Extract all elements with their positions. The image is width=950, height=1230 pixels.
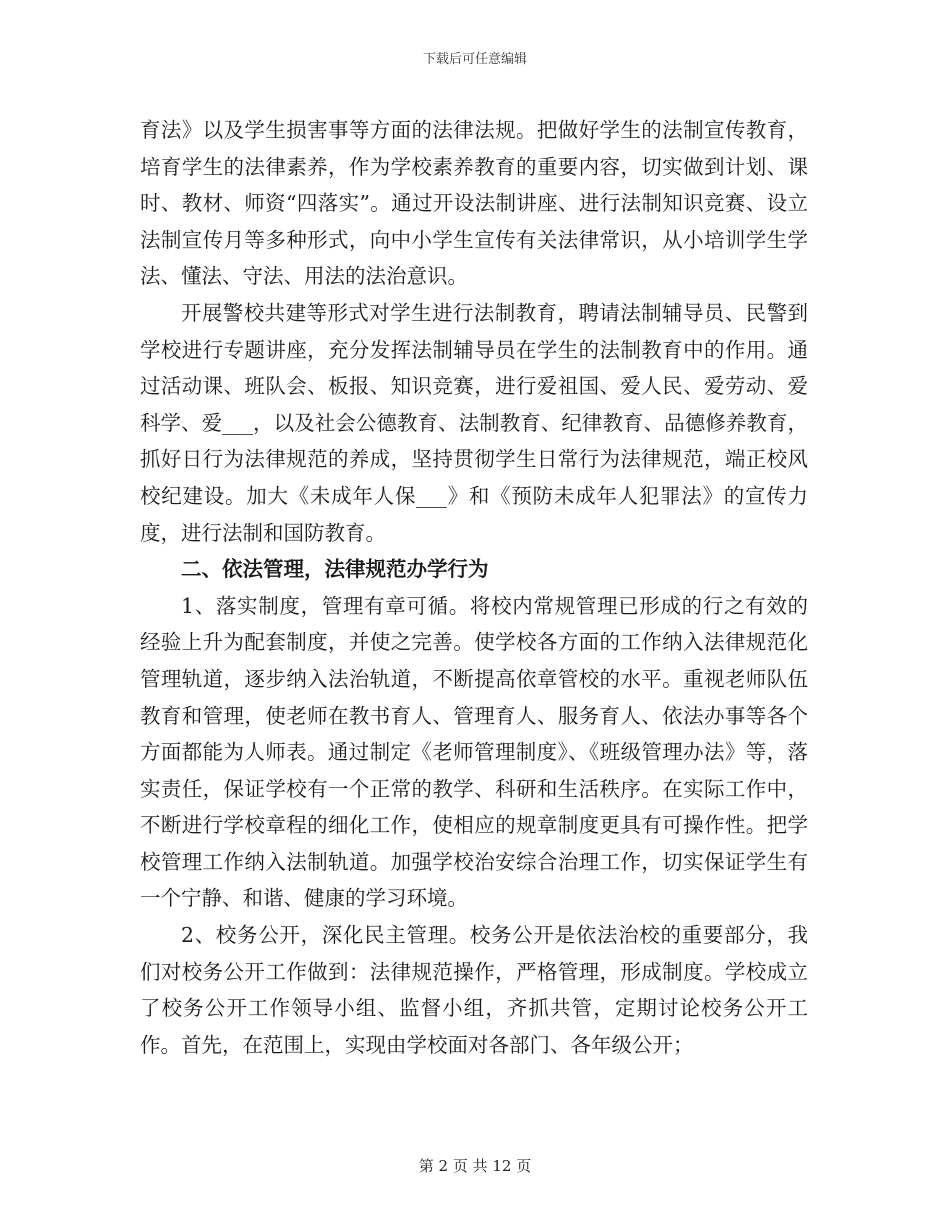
page-footer: 第 2 页 共 12 页: [418, 1157, 532, 1175]
paragraph-1: 育法》以及学生损害事等方面的法律法规。把做好学生的法制宣传教育，培育学生的法律素养，作为学校素养教育的重要内容，切实做到计划、课时、教材、师资“四落实”。通过开设法制讲座、进行法制知识竞赛、设立法制宣传月等多种形式，向中小学生宣传有关法律常识，从小培训学生学法、懂法、守法、用法的法治意识。: [140, 118, 808, 289]
paragraph-3: 1、落实制度，管理有章可循。将校内常规管理已形成的行之有效的经验上升为配套制度，并使之完善。使学校各方面的工作纳入法律规范化管理轨道，逐步纳入法治轨道，不断提高依章管校的水平。重视老师队伍教育和管理，使老师在教书育人、管理育人、服务育人、依法办事等各个方面都能为人师表。通过制定《老师管理制度》、《班级管理办法》等，落实责任，保证学校有一个正常的教学、科研和生活秩序。在实际工作中，不断进行学校章程的细化工作，使相应的规章制度更具有可操作性。把学校管理工作纳入法制轨道。加强学校治安综合治理工作，切实保证学生有一个宁静、和谐、健康的学习环境。: [140, 593, 808, 911]
paragraph-2: 开展警校共建等形式对学生进行法制教育，聘请法制辅导员、民警到学校进行专题讲座，充分发挥法制辅导员在学生的法制教育中的作用。通过活动课、班队会、板报、知识竞赛，进行爱祖国、爱人民、爱劳动、爱科学、爱___，以及社会公德教育、法制教育、纪律教育、品德修养教育，抓好日行为法律规范的养成，坚持贯彻学生日常行为法律规范，端正校风校纪建设。加大《未成年人保___》和《预防未成年人犯罪法》的宣传力度，进行法制和国防教育。: [140, 300, 808, 545]
page-header: 下载后可任意编辑: [422, 52, 527, 67]
section-heading: 二、依法管理，法律规范办学行为: [181, 557, 489, 582]
paragraph-4: 2、校务公开，深化民主管理。校务公开是依法治校的重要部分，我们对校务公开工作做到：法律规范操作，严格管理，形成制度。学校成立了校务公开工作领导小组、监督小组，齐抓共管，定期讨论校务公开工作。首先，在范围上，实现由学校面对各部门、各年级公开；: [140, 923, 808, 1057]
document-body: [140, 112, 808, 1063]
